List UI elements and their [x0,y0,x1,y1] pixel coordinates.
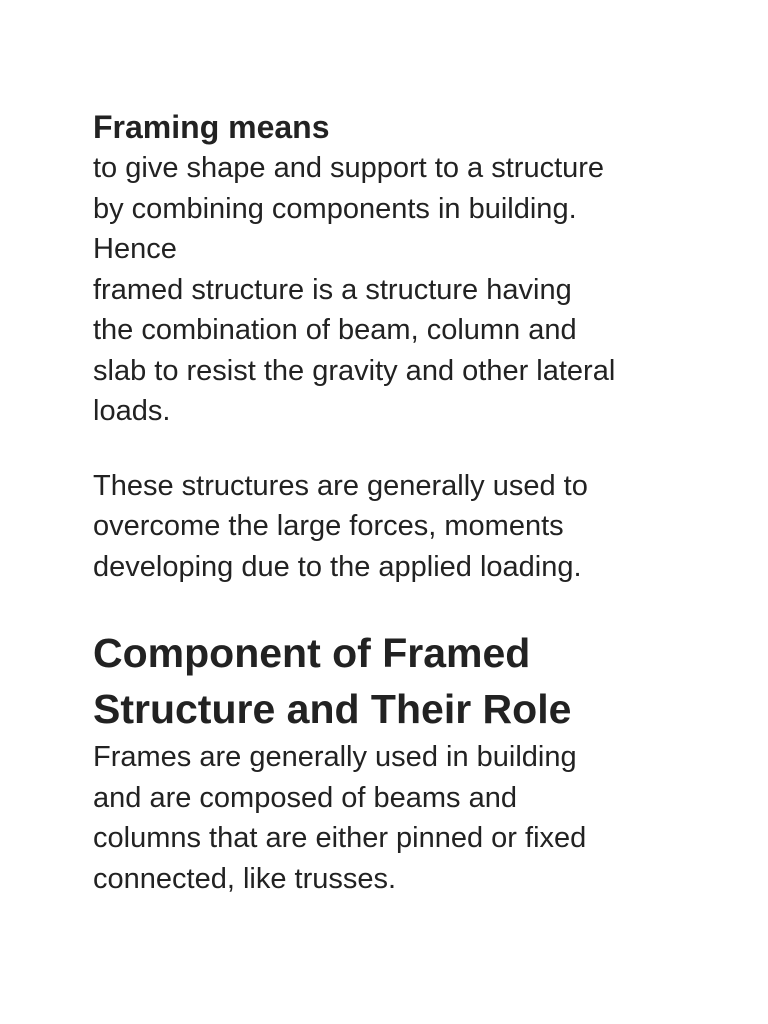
component-section-heading: Component of Framed Structure and Their Role [93,630,572,732]
document-page [93,106,693,899]
structures-usage-paragraph: These structures are generally used to overcome the large forces, moments developing due to the applied loading. [93,469,588,583]
frames-description-paragraph: Frames are generally used in building and are composed of beams and columns that are either pinned or fixed connected, like trusses. [93,741,587,895]
framing-definition-paragraph: to give shape and support to a structure by combining components in building. Hence framed structure is a structure having the combination of beam, column and slab to resist the gravity and other lateral loads. [93,152,616,427]
framing-means-heading: Framing means [93,109,330,145]
